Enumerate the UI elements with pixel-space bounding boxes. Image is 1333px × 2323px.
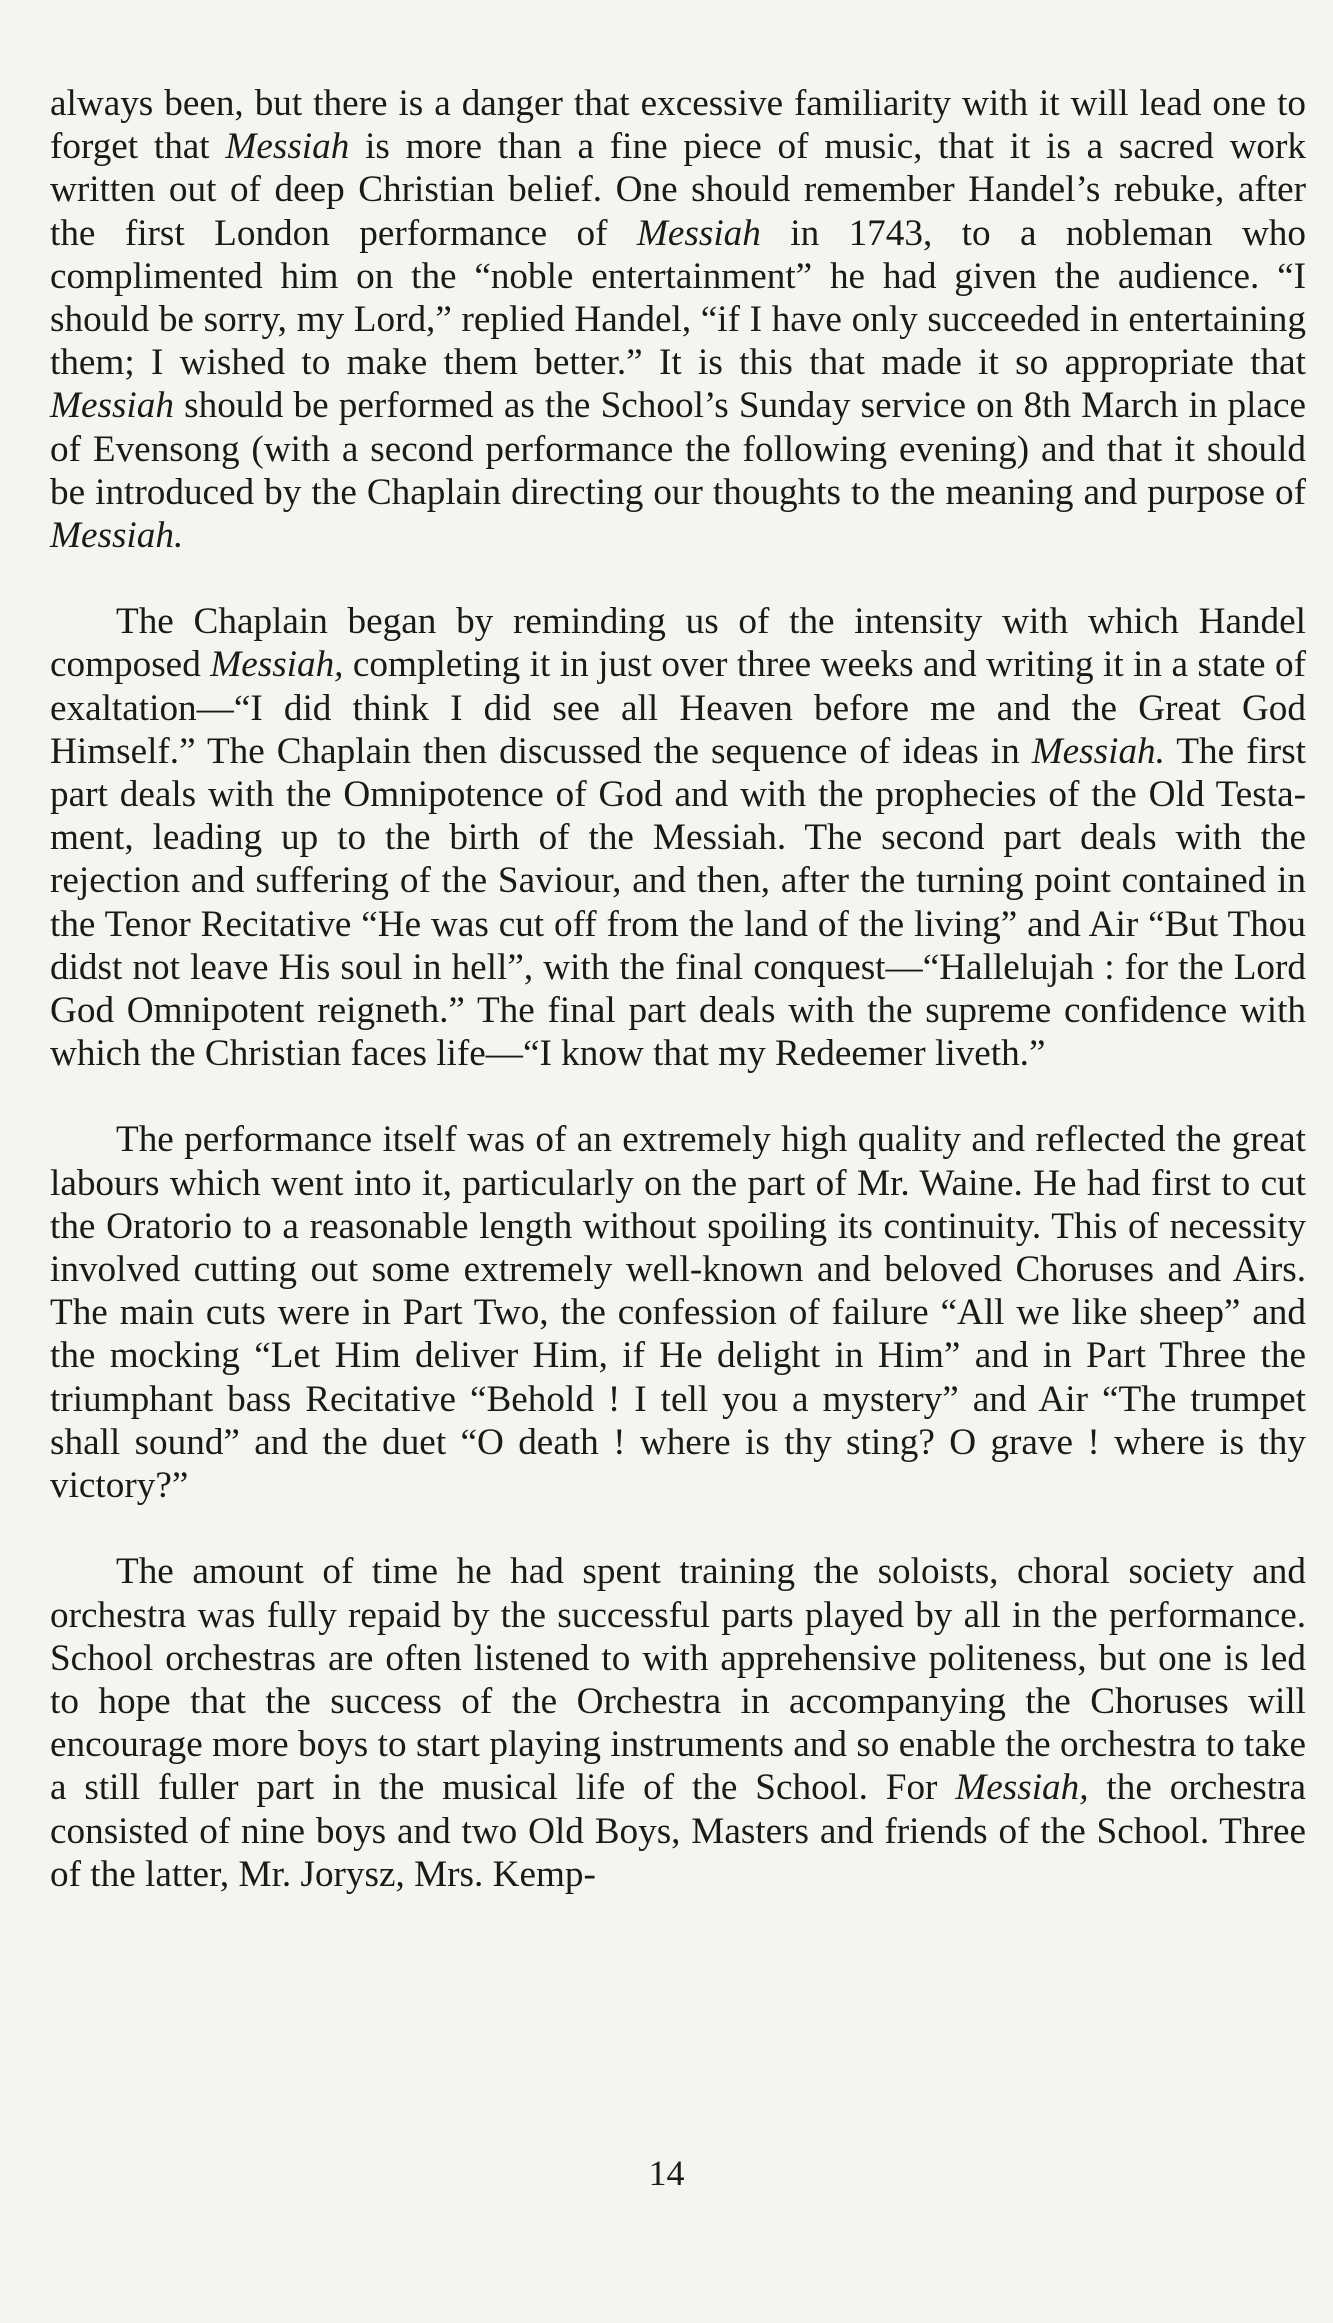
text-run: The amount of time he had spent training the soloists, choral society and orchestra was fully repaid by the successful parts played by all in the performance. School orchestras are often listened to with apprehensive politeness, but one is led to hope that the success of the Orchestra in accompanying the Choruses will encourage more boys to start playing instruments and so enable the orchestra to take a still fuller part in the musical life of the School. For — [50, 1551, 1306, 1809]
italic-title-run: Messiah, — [210, 644, 344, 686]
text-run: always been, but there is a danger that excessive familiarity with it will lead one to forget that — [50, 83, 1306, 168]
text-run: completing it in just over three weeks and writing it in a state of exaltation—“I did think I did see all Heaven before me and the Great God Himself.” The Chaplain then discussed the sequence of ideas in — [50, 644, 1306, 772]
page-number: 14 — [648, 2153, 685, 2193]
paragraph-3 — [50, 1118, 1306, 1507]
text-run: the orchestra consisted of nine boys and two Old Boys, Masters and friends of the School. Three of the latter, Mr. Jorysz, Mrs. Kemp- — [50, 1767, 1306, 1895]
text-run: in 1743, to a nobleman who complimented him on the “noble entertainment” he had given the audience. “I should be sorry, my Lord,” replied Handel, “if I have only succeeded in entertaining them; I wished to make them better.” It is this that made it so appropriate that — [50, 212, 1306, 384]
text-run: The first part deals with the Omnipotence of God and with the prophecies of the Old Testament, leading up to the birth of the Messiah. The second part deals with the rejection and suffering of the Saviour, and then, after the turning point contained in the Tenor Recitative “He was cut off from the land of the living” and Air “But Thou didst not leave His soul in hell”, with the final conquest—“Hallelujah : for the Lord God Omnipotent reigneth.” The final part deals with the supreme confidence with which the Christian faces life—“I know that my Redeemer liveth.” — [50, 730, 1306, 1075]
italic-title-run: Messiah — [225, 126, 350, 168]
paragraph-4 — [50, 1550, 1306, 1896]
italic-title-run: Messiah. — [1031, 730, 1165, 772]
italic-title-run: Messiah. — [50, 515, 184, 557]
text-run: is more than a fine piece of music, that it is a sacred work written out of deep Christian belief. One should remember Handel’s rebuke, after the first London performance of — [50, 126, 1306, 254]
text-run: The performance itself was of an extremely high quality and reflected the great labours which went into it, particularly on the part of Mr. Waine. He had first to cut the Oratorio to a reasonable length without spoiling its continuity. This of necessity involved cutting out some extremely well-known and beloved Choruses and Airs. The main cuts were in Part Two, the confession of failure “All we like sheep” and the mocking “Let Him deliver Him, if He delight in Him” and in Part Three the triumphant bass Recitative “Behold ! I tell you a mystery” and Air “The trumpet shall sound” and the duet “O death ! where is thy sting? O grave ! where is thy victory?” — [50, 1119, 1306, 1507]
paragraph-2 — [50, 600, 1306, 1075]
italic-title-run: Messiah — [636, 212, 761, 254]
italic-title-run: Messiah, — [955, 1767, 1089, 1809]
italic-title-run: Messiah — [50, 385, 174, 427]
text-run: The Chaplain began by reminding us of the intensity with which Handel composed — [50, 601, 1306, 686]
paragraph-1 — [50, 82, 1306, 557]
page-body — [50, 82, 1306, 1896]
text-run: should be performed as the School’s Sunday service on 8th March in place of Evensong (with a second performance the following evening) and that it should be introduced by the Chaplain directing our thoughts to the meaning and purpose of — [50, 385, 1306, 513]
